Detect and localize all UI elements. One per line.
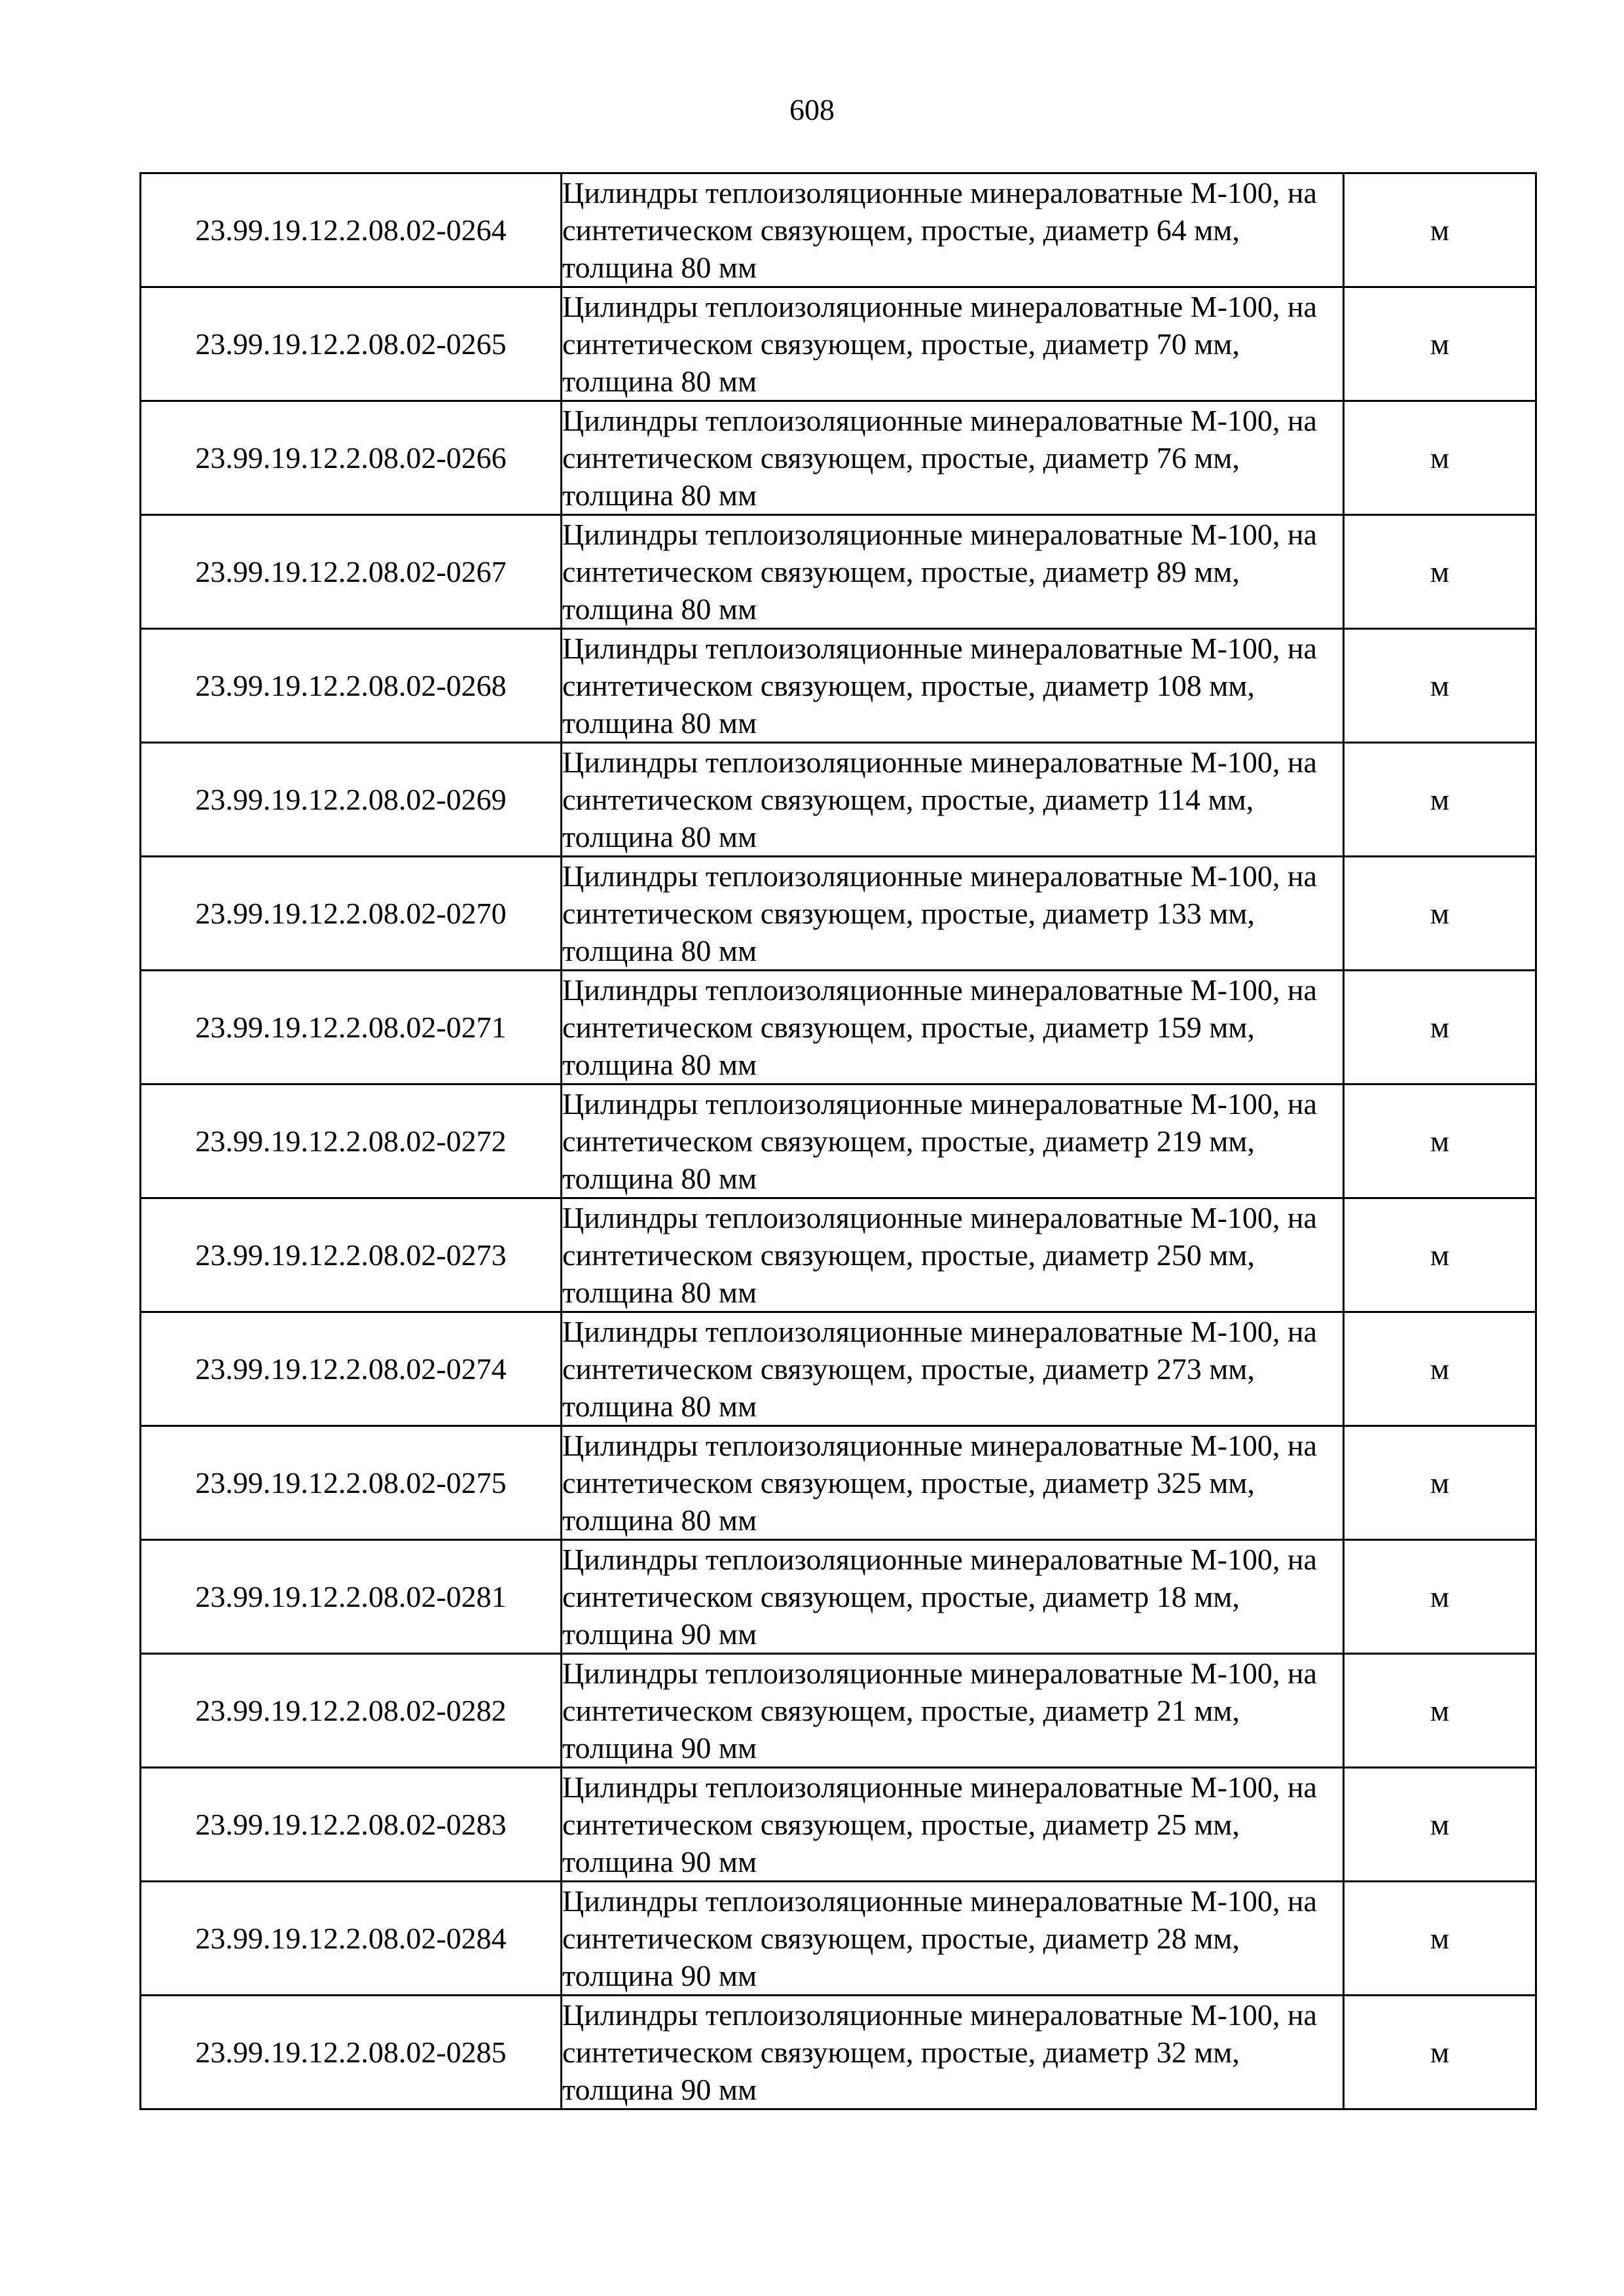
table-row bbox=[141, 173, 1536, 287]
item-code: 23.99.19.12.2.08.02-0271 bbox=[141, 971, 562, 1085]
table-row bbox=[141, 401, 1536, 515]
item-code: 23.99.19.12.2.08.02-0285 bbox=[141, 1996, 562, 2109]
item-code: 23.99.19.12.2.08.02-0282 bbox=[141, 1654, 562, 1768]
item-unit: м bbox=[1344, 857, 1536, 971]
item-unit: м bbox=[1344, 1882, 1536, 1996]
item-unit: м bbox=[1344, 629, 1536, 743]
item-unit: м bbox=[1344, 971, 1536, 1085]
item-code: 23.99.19.12.2.08.02-0269 bbox=[141, 743, 562, 857]
item-unit: м bbox=[1344, 1312, 1536, 1426]
item-unit: м bbox=[1344, 1654, 1536, 1768]
item-code: 23.99.19.12.2.08.02-0281 bbox=[141, 1540, 562, 1654]
item-unit: м bbox=[1344, 515, 1536, 629]
item-code: 23.99.19.12.2.08.02-0284 bbox=[141, 1882, 562, 1996]
table-row bbox=[141, 743, 1536, 857]
item-code: 23.99.19.12.2.08.02-0266 bbox=[141, 401, 562, 515]
item-name: Цилиндры теплоизоляционные минераловатные М-100, на синтетическом связующем, простые, диаметр 28 мм, толщина 90 мм bbox=[562, 1882, 1344, 1996]
item-name: Цилиндры теплоизоляционные минераловатные М-100, на синтетическом связующем, простые, диаметр 325 мм, толщина 80 мм bbox=[562, 1426, 1344, 1540]
item-name: Цилиндры теплоизоляционные минераловатные М-100, на синтетическом связующем, простые, диаметр 89 мм, толщина 80 мм bbox=[562, 515, 1344, 629]
materials-table bbox=[139, 172, 1537, 2110]
item-code: 23.99.19.12.2.08.02-0273 bbox=[141, 1198, 562, 1312]
table-row bbox=[141, 1198, 1536, 1312]
item-name: Цилиндры теплоизоляционные минераловатные М-100, на синтетическом связующем, простые, диаметр 114 мм, толщина 80 мм bbox=[562, 743, 1344, 857]
table-row bbox=[141, 515, 1536, 629]
table-row bbox=[141, 629, 1536, 743]
item-name: Цилиндры теплоизоляционные минераловатные М-100, на синтетическом связующем, простые, диаметр 159 мм, толщина 80 мм bbox=[562, 971, 1344, 1085]
item-name: Цилиндры теплоизоляционные минераловатные М-100, на синтетическом связующем, простые, диаметр 219 мм, толщина 80 мм bbox=[562, 1085, 1344, 1198]
item-code: 23.99.19.12.2.08.02-0274 bbox=[141, 1312, 562, 1426]
item-name: Цилиндры теплоизоляционные минераловатные М-100, на синтетическом связующем, простые, диаметр 64 мм, толщина 80 мм bbox=[562, 173, 1344, 287]
item-code: 23.99.19.12.2.08.02-0270 bbox=[141, 857, 562, 971]
item-name: Цилиндры теплоизоляционные минераловатные М-100, на синтетическом связующем, простые, диаметр 32 мм, толщина 90 мм bbox=[562, 1996, 1344, 2109]
item-name: Цилиндры теплоизоляционные минераловатные М-100, на синтетическом связующем, простые, диаметр 18 мм, толщина 90 мм bbox=[562, 1540, 1344, 1654]
table-row bbox=[141, 1426, 1536, 1540]
item-unit: м bbox=[1344, 1540, 1536, 1654]
item-code: 23.99.19.12.2.08.02-0283 bbox=[141, 1768, 562, 1882]
item-name: Цилиндры теплоизоляционные минераловатные М-100, на синтетическом связующем, простые, диаметр 76 мм, толщина 80 мм bbox=[562, 401, 1344, 515]
table-row bbox=[141, 1768, 1536, 1882]
item-name: Цилиндры теплоизоляционные минераловатные М-100, на синтетическом связующем, простые, диаметр 21 мм, толщина 90 мм bbox=[562, 1654, 1344, 1768]
table-row bbox=[141, 1085, 1536, 1198]
item-unit: м bbox=[1344, 1768, 1536, 1882]
item-unit: м bbox=[1344, 173, 1536, 287]
table-row bbox=[141, 1882, 1536, 1996]
table-row bbox=[141, 1996, 1536, 2109]
table-row bbox=[141, 1654, 1536, 1768]
item-name: Цилиндры теплоизоляционные минераловатные М-100, на синтетическом связующем, простые, диаметр 70 мм, толщина 80 мм bbox=[562, 287, 1344, 401]
item-code: 23.99.19.12.2.08.02-0275 bbox=[141, 1426, 562, 1540]
item-unit: м bbox=[1344, 1198, 1536, 1312]
item-code: 23.99.19.12.2.08.02-0267 bbox=[141, 515, 562, 629]
item-unit: м bbox=[1344, 401, 1536, 515]
item-code: 23.99.19.12.2.08.02-0264 bbox=[141, 173, 562, 287]
item-name: Цилиндры теплоизоляционные минераловатные М-100, на синтетическом связующем, простые, диаметр 25 мм, толщина 90 мм bbox=[562, 1768, 1344, 1882]
item-unit: м bbox=[1344, 1085, 1536, 1198]
table-row bbox=[141, 1312, 1536, 1426]
item-code: 23.99.19.12.2.08.02-0268 bbox=[141, 629, 562, 743]
table-row bbox=[141, 971, 1536, 1085]
table-row bbox=[141, 1540, 1536, 1654]
table-row bbox=[141, 857, 1536, 971]
item-unit: м bbox=[1344, 1996, 1536, 2109]
item-code: 23.99.19.12.2.08.02-0272 bbox=[141, 1085, 562, 1198]
item-name: Цилиндры теплоизоляционные минераловатные М-100, на синтетическом связующем, простые, диаметр 108 мм, толщина 80 мм bbox=[562, 629, 1344, 743]
item-name: Цилиндры теплоизоляционные минераловатные М-100, на синтетическом связующем, простые, диаметр 250 мм, толщина 80 мм bbox=[562, 1198, 1344, 1312]
item-name: Цилиндры теплоизоляционные минераловатные М-100, на синтетическом связующем, простые, диаметр 133 мм, толщина 80 мм bbox=[562, 857, 1344, 971]
item-unit: м bbox=[1344, 743, 1536, 857]
table-row bbox=[141, 287, 1536, 401]
item-name: Цилиндры теплоизоляционные минераловатные М-100, на синтетическом связующем, простые, диаметр 273 мм, толщина 80 мм bbox=[562, 1312, 1344, 1426]
page-number: 608 bbox=[789, 93, 835, 126]
item-code: 23.99.19.12.2.08.02-0265 bbox=[141, 287, 562, 401]
item-unit: м bbox=[1344, 1426, 1536, 1540]
item-unit: м bbox=[1344, 287, 1536, 401]
